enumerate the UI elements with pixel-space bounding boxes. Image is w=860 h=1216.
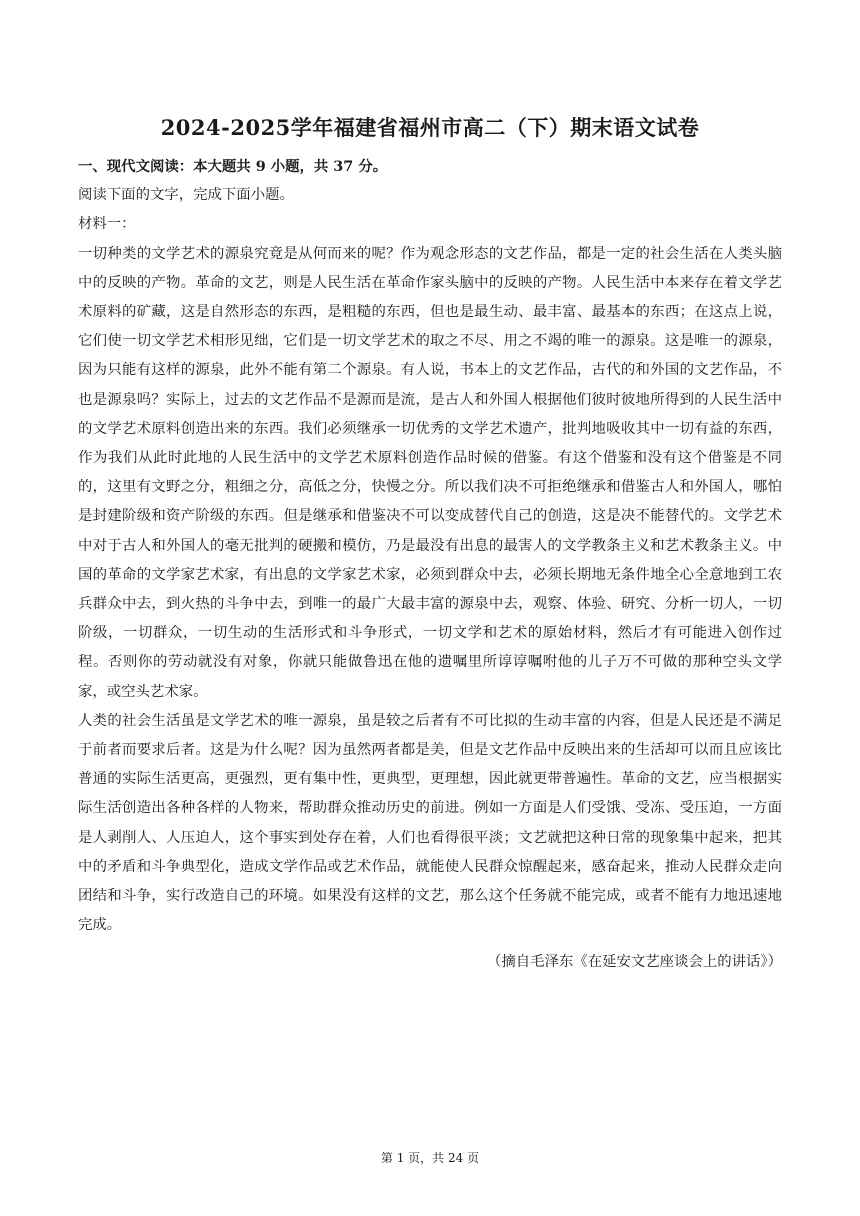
material-paragraph-2: 人类的社会生活虽是文学艺术的唯一源泉，虽是较之后者有不可比拟的生动丰富的内容，但是人民还是不满足于前者而要求后者。这是为什么呢？因为虽然两者都是美，但是文艺作品中反映出来的生活却可以而且应该比普通的实际生活更高，更强烈，更有集中性，更典型，更理想，因此就更带普遍性。革命的文艺，应当根据实际生活创造出各种各样的人物来，帮助群众推动历史的前进。例如一方面是人们受饿、受冻、受压迫，一方面是人剥削人、人压迫人，这个事实到处存在着，人们也看得很平淡；文艺就把这种日常的现象集中起来，把其中的矛盾和斗争典型化，造成文学作品或艺术作品，就能使人民群众惊醒起来，感奋起来，推动人民群众走向团结和斗争，实行改造自己的环境。如果没有这样的文艺，那么这个任务就不能完成，或者不能有力地迅速地完成。 — [78, 712, 782, 934]
reading-instruction: 阅读下面的文字，完成下面小题。 — [78, 187, 294, 204]
document-body — [78, 152, 782, 978]
material-paragraph-1: 一切种类的文学艺术的源泉究竟是从何而来的呢？作为观念形态的文艺作品，都是一定的社会生活在人类头脑中的反映的产物。革命的文艺，则是人民生活在革命作家头脑中的反映的产物。人民生活中本来存在着文学艺术原料的矿藏，这是自然形态的东西，是粗糙的东西，但也是最生动、最丰富、最基本的东西；在这点上说，它们使一切文学艺术相形见绌，它们是一切文学艺术的取之不尽、用之不竭的唯一的源泉。这是唯一的源泉，因为只能有这样的源泉，此外不能有第二个源泉。有人说，书本上的文艺作品，古代的和外国的文艺作品，不也是源泉吗？实际上，过去的文艺作品不是源而是流，是古人和外国人根据他们彼时彼地所得到的人民生活中的文学艺术原料创造出来的东西。我们必须继承一切优秀的文学艺术遗产，批判地吸收其中一切有益的东西，作为我们从此时此地的人民生活中的文学艺术原料创造作品时候的借鉴。有这个借鉴和没有这个借鉴是不同的，这里有文野之分，粗细之分，高低之分，快慢之分。所以我们决不可拒绝继承和借鉴古人和外国人，哪怕是封建阶级和资产阶级的东西。但是继承和借鉴决不可以变成替代自己的创造，这是决不能替代的。文学艺术中对于古人和外国人的毫无批判的硬搬和模仿，乃是最没有出息的最害人的文学教条主义和艺术教条主义。中国的革命的文学家艺术家，有出息的文学家艺术家，必须到群众中去，必须长期地无条件地全心全意地到工农兵群众中去，到火热的斗争中去，到唯一的最广大最丰富的源泉中去，观察、体验、研究、分析一切人，一切阶级，一切群众，一切生动的生活形式和斗争形式，一切文学和艺术的原始材料，然后才有可能进入创作过程。否则你的劳动就没有对象，你就只能做鲁迅在他的遗嘱里所谆谆嘱咐他的儿子万不可做的那种空头文学家，或空头艺术家。 — [78, 245, 782, 700]
material-source: （摘自毛泽东《在延安文艺座谈会上的讲话》） — [486, 954, 782, 971]
page-footer: 第 1 页，共 24 页 — [380, 1151, 480, 1165]
material-label: 材料一： — [78, 216, 136, 233]
exam-title: 2024-2025学年福建省福州市高二（下）期末语文试卷 — [160, 115, 700, 140]
section-heading: 一、现代文阅读：本大题共 9 小题，共 37 分。 — [78, 158, 388, 175]
